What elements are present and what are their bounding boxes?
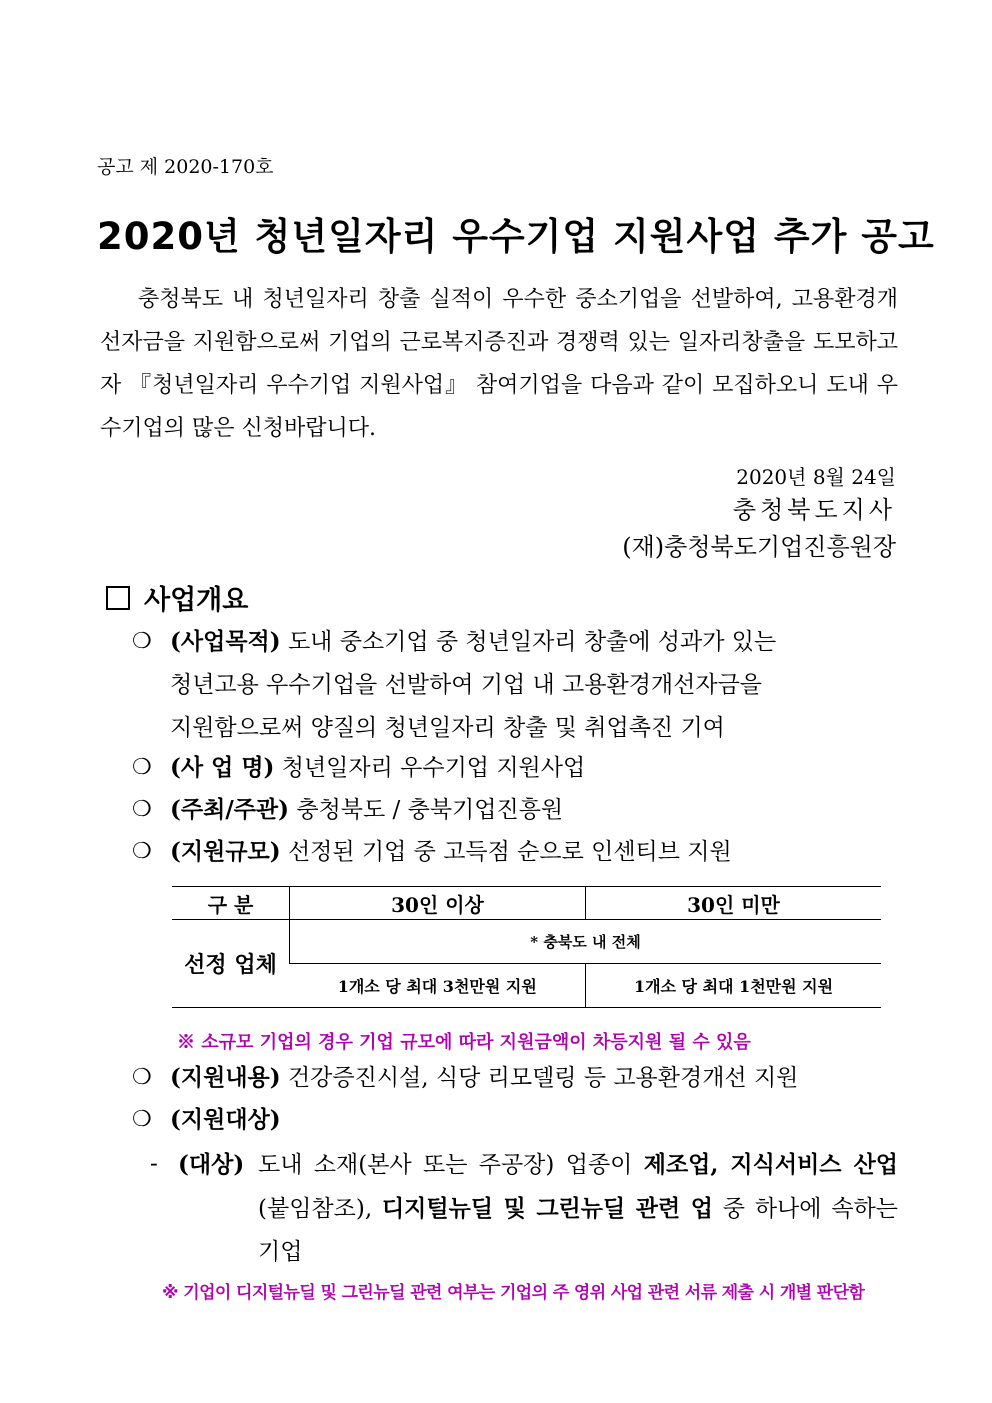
item-content-text: 건강증진시설, 식당 리모델링 등 고용환경개선 지원 — [287, 1065, 799, 1091]
table-header-cell: 30인 미만 — [586, 887, 882, 920]
support-scale-table — [172, 886, 881, 1008]
governor-signature: 충청북도지사 — [732, 496, 896, 524]
intro-text: 충청북도 내 청년일자리 창출 실적이 우수한 중소기업을 선발하여, 고용환경개선자금을 지원함으로써 기업의 근로복지증진과 경쟁력 있는 일자리창출을 도모하고자 『청년일자리 우수기업 지원사업』 참여기업을 다음과 같이 모집하오니 도내 우수기업의 많은 신청바랍니다. — [100, 287, 898, 441]
intro-paragraph — [100, 278, 898, 450]
circle-bullet-icon: ❍ — [132, 797, 152, 822]
table-row — [172, 920, 881, 964]
checkbox-square-icon — [106, 586, 130, 610]
circle-bullet-icon: ❍ — [132, 755, 152, 780]
notice-number: 공고 제 2020-170호 — [97, 156, 274, 178]
circle-bullet-icon: ❍ — [132, 1107, 152, 1132]
section-heading-text: 사업개요 — [144, 585, 249, 616]
announcement-date: 2020년 8월 24일 — [736, 465, 896, 489]
item-scale-text: 선정된 기업 중 고득점 순으로 인센티브 지원 — [287, 839, 732, 865]
signature-block — [622, 462, 896, 566]
item-host — [132, 788, 898, 832]
target-newdeal-bold: 디지털뉴딜 및 그린뉴딜 관련 업 — [381, 1195, 713, 1222]
target-detail-body — [258, 1143, 898, 1274]
circle-bullet-icon: ❍ — [132, 629, 152, 654]
item-scale — [132, 830, 898, 874]
item-content-label: (지원내용) — [170, 1064, 281, 1091]
dash-bullet: - — [150, 1151, 158, 1177]
note-newdeal-judgment: ※ 기업이 디지털뉴딜 및 그린뉴딜 관련 여부는 기업의 주 영위 사업 관련 서류 제출 시 개별 판단함 — [162, 1283, 865, 1303]
table-header-row — [172, 887, 881, 920]
table-header-cell: 구 분 — [172, 887, 290, 920]
item-target-label: (지원대상) — [170, 1106, 281, 1133]
item-purpose-label: (사업목적) — [170, 628, 281, 655]
item-name-label: (사 업 명) — [170, 754, 275, 781]
target-detail-label: (대상) — [178, 1151, 245, 1178]
target-detail-text: 중 하나에 속하는 기업 — [258, 1196, 898, 1265]
item-purpose-line2: 청년고용 우수기업을 선발하여 기업 내 고용환경개선자금을 — [170, 672, 763, 698]
item-scale-label: (지원규모) — [170, 838, 281, 865]
item-content — [132, 1056, 898, 1100]
note-small-business: ※ 소규모 기업의 경우 기업 규모에 따라 지원금액이 차등지원 될 수 있음 — [177, 1032, 751, 1053]
item-purpose-line3: 지원함으로써 양질의 청년일자리 창출 및 취업촉진 기여 — [170, 715, 725, 741]
table-amount-cell: 1개소 당 최대 3천만원 지원 — [290, 964, 586, 1008]
target-industry-bold: 제조업, 지식서비스 산업 — [643, 1151, 899, 1178]
table-scope-cell: * 충북도 내 전체 — [290, 920, 882, 964]
section-heading — [106, 578, 248, 617]
agency-signature: (재)충청북도기업진흥원장 — [622, 533, 896, 561]
item-host-text: 충청북도 / 충북기업진흥원 — [296, 797, 564, 823]
item-purpose — [132, 620, 898, 750]
item-name — [132, 746, 898, 790]
item-target — [132, 1098, 898, 1142]
table-amount-cell: 1개소 당 최대 1천만원 지원 — [586, 964, 882, 1008]
table-header-cell: 30인 이상 — [290, 887, 586, 920]
document-title: 2020년 청년일자리 우수기업 지원사업 추가 공고 — [97, 215, 935, 258]
item-name-text: 청년일자리 우수기업 지원사업 — [281, 755, 586, 781]
table-row-label: 선정 업체 — [172, 920, 290, 1008]
target-detail-text: (붙임참조), — [258, 1196, 382, 1222]
target-detail — [150, 1143, 898, 1274]
item-host-label: (주최/주관) — [170, 796, 290, 823]
item-purpose-text: 도내 중소기업 중 청년일자리 창출에 성과가 있는 — [287, 629, 777, 655]
circle-bullet-icon: ❍ — [132, 839, 152, 864]
target-detail-text: 도내 소재(본사 또는 주공장) 업종이 — [258, 1152, 644, 1178]
circle-bullet-icon: ❍ — [132, 1065, 152, 1090]
